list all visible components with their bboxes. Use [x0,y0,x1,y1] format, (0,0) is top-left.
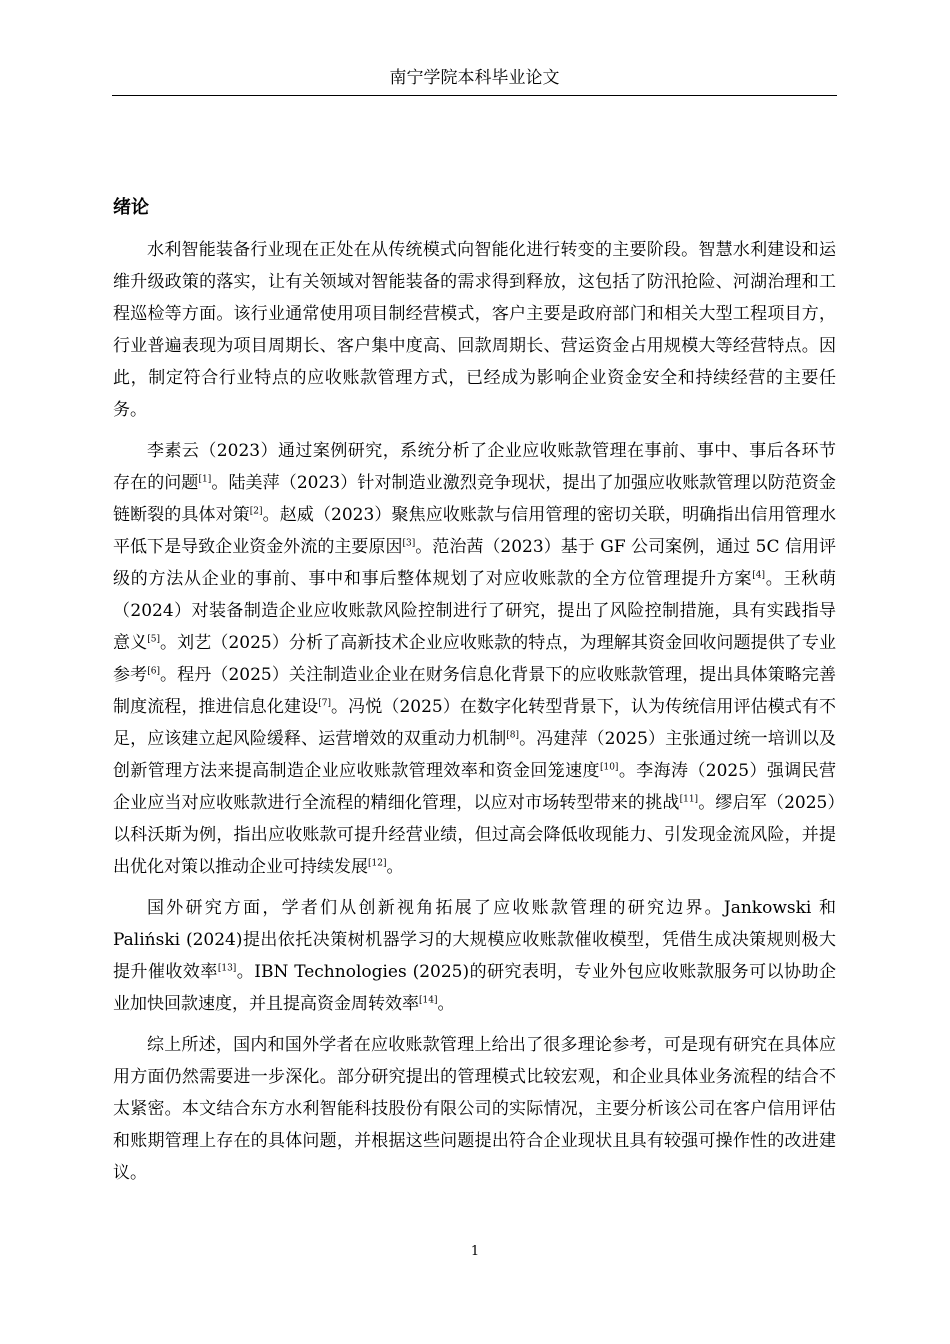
text-run: 。王秋萌（2024）对装备制造企业应收账款风险控制进行了研究，提出了风险控制措施，具有实践指导意义 [113,569,837,653]
text-run: 。冯悦（2025）在数字化转型背景下，认为传统信用评估模式有不足，应该建立起风险缓释、运营增效的双重动力机制 [113,697,837,749]
citation-marker: [8] [506,730,520,741]
text-run: 。范治茜（2023）基于 GF 公司案例，通过 5C 信用评级的方法从企业的事前、事中和事后整体规划了对应收账款的全方位管理提升方案 [113,537,837,589]
text-run: 。赵威（2023）聚焦应收账款与信用管理的密切关联，明确指出信用管理水平低下是导致企业资金外流的主要原因 [113,505,836,557]
text-run: 综上所述，国内和国外学者在应收账款管理上给出了很多理论参考，可是现有研究在具体应用方面仍然需要进一步深化。部分研究提出的管理模式比较宏观，和企业具体业务流程的结合不太紧密。本文结合东方水利智能科技股份有限公司的实际情况，主要分析该公司在客户信用评估和账期管理上存在的具体问题，并根据这些问题提出符合企业现状且具有较强可操作性的改进建议。 [113,1035,836,1183]
text-run: 。程丹（2025）关注制造业企业在财务信息化背景下的应收账款管理，提出具体策略完善制度流程，推进信息化建设 [113,665,837,717]
text-run: 国外研究方面，学者们从创新视角拓展了应收账款管理的研究边界。Jankowski 和 Paliński (2024)提出依托决策树机器学习的大规模应收账款催收模型，凭借生成决策规则极大提升催收效率 [113,898,836,982]
text-run: 。刘艺（2025）分析了高新技术企业应收账款的特点，为理解其资金回收问题提供了专业参考 [113,633,837,685]
page-number: 1 [470,1244,480,1259]
body-text [113,234,836,1198]
citation-marker: [13] [217,963,237,974]
citation-marker: [1] [198,474,212,485]
paragraph [113,892,836,1020]
section-heading: 绪论 [113,197,149,218]
paragraph [113,1029,836,1189]
text-run: 。李海涛（2025）强调民营企业应当对应收账款进行全流程的精细化管理，以应对市场转型带来的挑战 [113,761,837,813]
header-rule [112,95,837,96]
citation-marker: [3] [402,538,416,549]
text-run: 。缪启军（2025）以科沃斯为例，指出应收账款可提升经营业绩，但过高会降低收现能力、引发现金流风险，并提出优化对策以推动企业可持续发展 [113,793,837,877]
text-run: 。陆美萍（2023）针对制造业激烈竞争现状，提出了加强应收账款管理以防范资金链断裂的具体对策 [113,473,836,525]
text-run: 。 [386,857,404,877]
citation-marker: [4] [752,570,765,581]
citation-marker: [6] [147,666,160,677]
citation-marker: [14] [419,995,438,1006]
text-run: 李素云（2023）通过案例研究，系统分析了企业应收账款管理在事前、事中、事后各环节存在的问题 [113,441,836,493]
citation-marker: [11] [679,794,699,805]
citation-marker: [10] [599,762,619,773]
citation-marker: [7] [318,698,331,709]
citation-marker: [2] [249,506,263,517]
citation-marker: [12] [368,858,387,869]
text-run: 水利智能装备行业现在正处在从传统模式向智能化进行转变的主要阶段。智慧水利建设和运维升级政策的落实，让有关领域对智能装备的需求得到释放，这包括了防汛抢险、河湖治理和工程巡检等方面。该行业通常使用项目制经营模式，客户主要是政府部门和相关大型工程项目方，行业普遍表现为项目周期长、客户集中度高、回款周期长、营运资金占用规模大等经营特点。因此，制定符合行业特点的应收账款管理方式，已经成为影响企业资金安全和持续经营的主要任务。 [113,240,836,420]
text-run: 。 [437,994,455,1014]
text-run: 。IBN Technologies (2025)的研究表明，专业外包应收账款服务可以协助企业加快回款速度，并且提高资金周转效率 [113,962,836,1014]
running-header: 南宁学院本科毕业论文 [389,68,560,88]
text-run: 。冯建萍（2025）主张通过统一培训以及创新管理方法来提高制造企业应收账款管理效率和资金回笼速度 [113,729,837,781]
paragraph [113,234,836,426]
paragraph [113,435,836,883]
citation-marker: [5] [147,634,160,645]
